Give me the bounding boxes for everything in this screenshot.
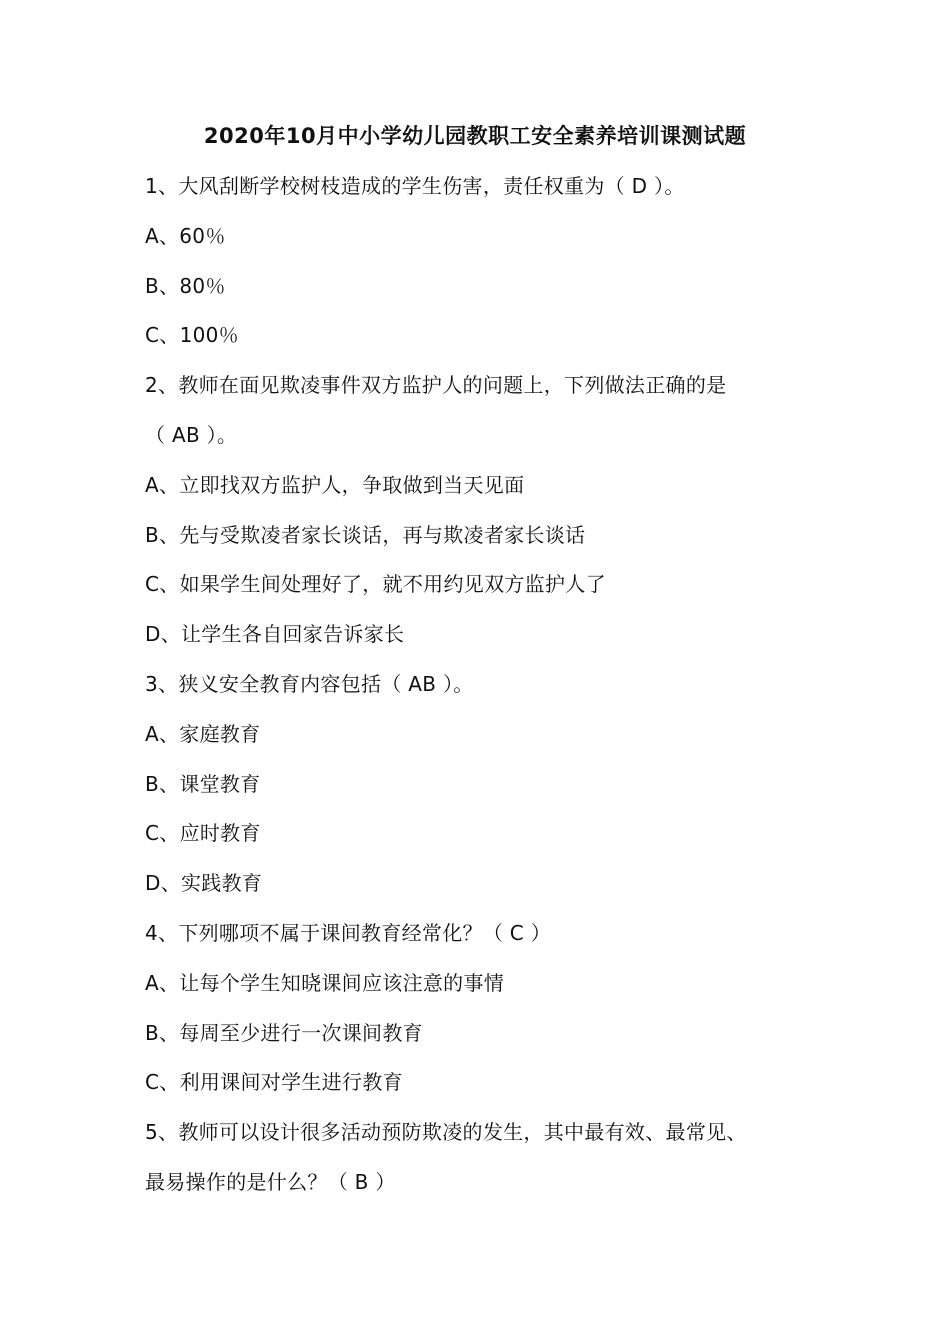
document-title: 2020年10月中小学幼儿园教职工安全素养培训课测试题 <box>203 124 747 148</box>
question-2-answer: （ AB ）。 <box>145 422 238 447</box>
question-4-option-a: A、让每个学生知晓课间应该注意的事情 <box>145 970 505 995</box>
question-2-option-d: D、让学生各自回家告诉家长 <box>145 622 405 647</box>
question-4-stem: 4、下列哪项不属于课间教育经常化？（ C ） <box>145 920 552 945</box>
question-list <box>145 169 845 1215</box>
question-3-option-d: D、实践教育 <box>145 871 263 896</box>
question-3-option-b: B、课堂教育 <box>145 771 261 796</box>
question-1-stem: 1、大风刮断学校树枝造成的学生伤害，责任权重为（ D ）。 <box>145 174 685 198</box>
question-3-stem: 3、狭义安全教育内容包括（ AB ）。 <box>145 671 474 696</box>
question-3-option-a: A、家庭教育 <box>145 721 261 746</box>
question-5-stem: 5、教师可以设计很多活动预防欺凌的发生，其中最有效、最常见、 <box>145 1120 747 1145</box>
question-4-option-b: B、每周至少进行一次课间教育 <box>145 1020 423 1045</box>
question-2-stem: 2、教师在面见欺凌事件双方监护人的问题上，下列做法正确的是 <box>145 373 727 398</box>
question-1-option-a: A、60％ <box>145 223 226 248</box>
question-5-stem-continued: 最易操作的是什么？（ B ） <box>145 1169 396 1194</box>
question-4-option-c: C、利用课间对学生进行教育 <box>145 1070 403 1095</box>
question-3-option-c: C、应时教育 <box>145 821 261 846</box>
question-2-option-a: A、立即找双方监护人，争取做到当天见面 <box>145 472 525 497</box>
question-1-option-c: C、100％ <box>145 323 239 348</box>
question-1-option-b: B、80％ <box>145 273 226 298</box>
question-2-option-c: C、如果学生间处理好了，就不用约见双方监护人了 <box>145 572 606 597</box>
question-2-option-b: B、先与受欺凌者家长谈话，再与欺凌者家长谈话 <box>145 522 586 547</box>
